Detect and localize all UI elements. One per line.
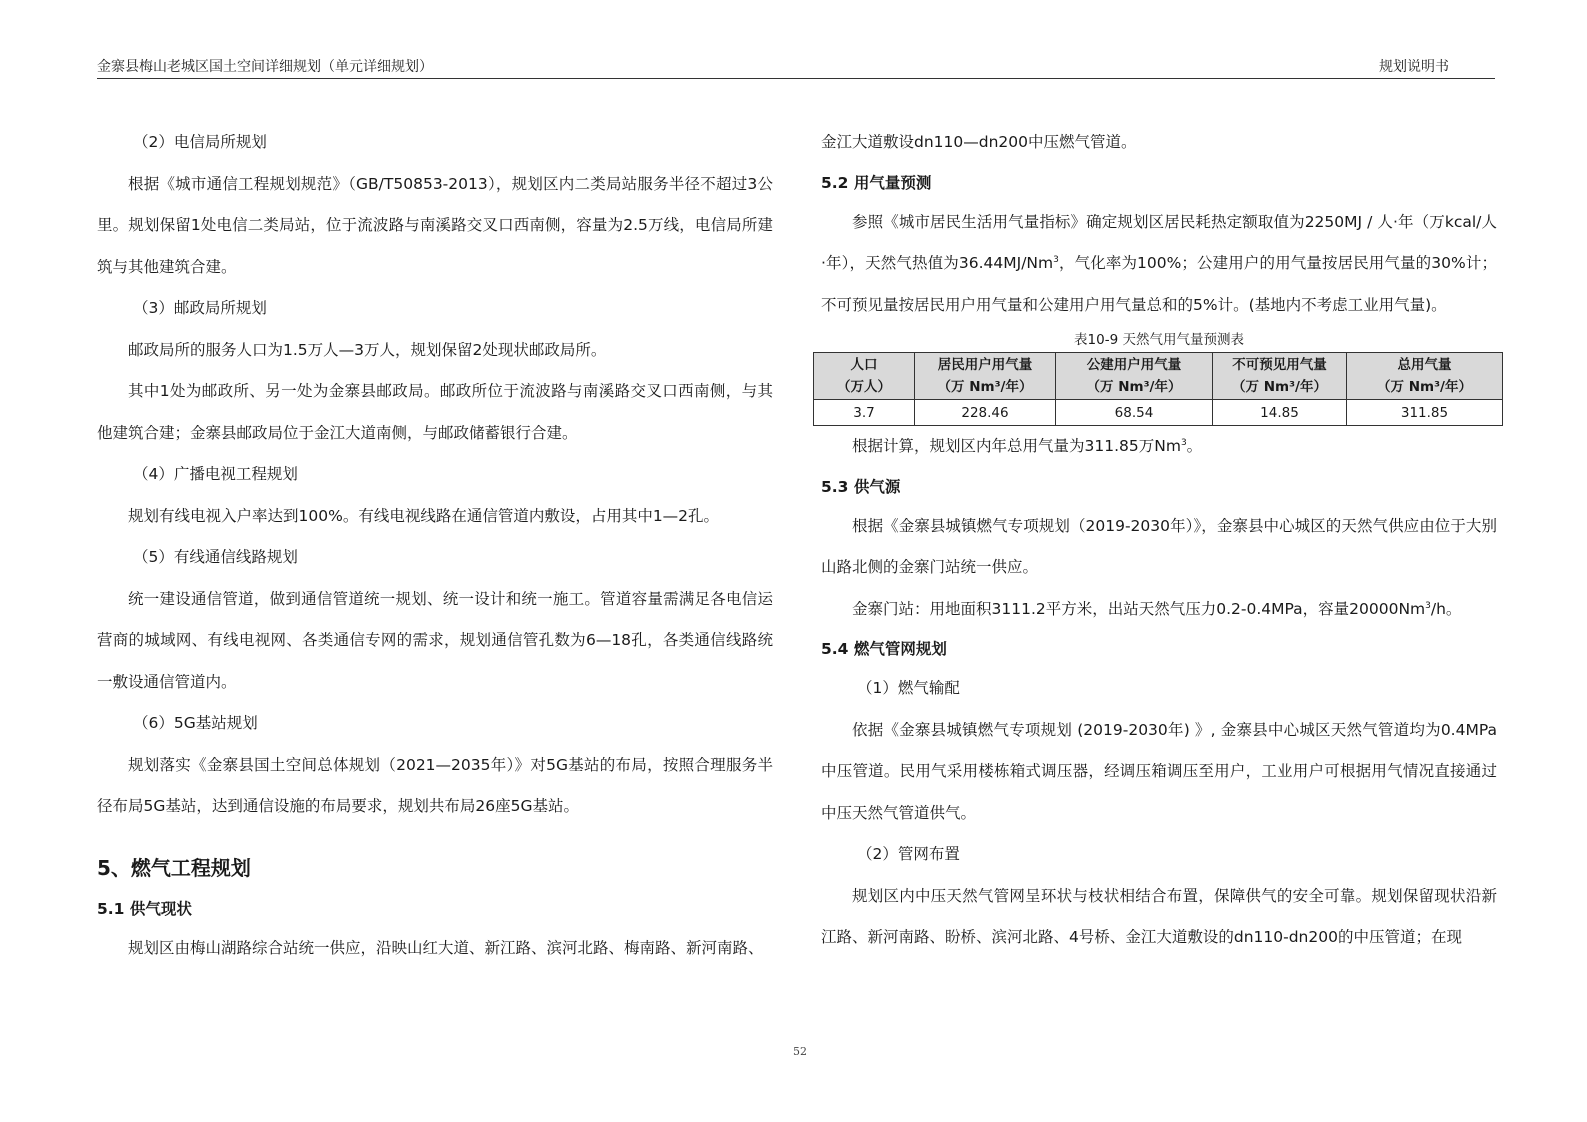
left-column [97, 122, 773, 969]
section-title-telecom: （2）电信局所规划 [133, 133, 267, 151]
paragraph-distribution: 依据《金寨县城镇燃气专项规划 (2019-2030年) 》, 金寨县中心城区天然气管道均为0.4MPa中压管道。民用气采用楼栋箱式调压器，经调压箱调压至用户，工业用户可根据用气情况直接通过中压天然气管道供气。 [821, 720, 1497, 822]
paragraph-wired: 统一建设通信管道，做到通信管道统一规划、统一设计和统一施工。管道容量需满足各电信运营商的城域网、有线电视网、各类通信专网的需求，规划通信管孔数为6—18孔，各类通信线路统一敷设通信管道内。 [97, 589, 773, 691]
header-cell-population: 人口 （万人） [814, 353, 915, 400]
paragraph-broadcast: 规划有线电视入户率达到100%。有线电视线路在通信管道内敷设，占用其中1—2孔。 [128, 506, 720, 525]
cell-unforeseen: 14.85 [1213, 400, 1347, 426]
cell-residential: 228.46 [915, 400, 1056, 426]
table-row [814, 400, 1503, 426]
cell-public: 68.54 [1056, 400, 1213, 426]
section-title-5-4: 5.4 燃气管网规划 [821, 640, 947, 658]
document-type: 规划说明书 [1379, 59, 1449, 75]
table-caption: 表10-9 天然气用气量预测表 [1074, 332, 1244, 348]
chapter-title-gas: 5、燃气工程规划 [97, 855, 251, 880]
header-cell-total: 总用气量 （万 Nm³/年） [1347, 353, 1503, 400]
paragraph-network: 规划区内中压天然气管网呈环状与枝状相结合布置，保障供气的安全可靠。规划保留现状沿新江路、新河南路、盼桥、滨河北路、4号桥、金江大道敷设的dn110-dn200的中压管道；在现 [821, 886, 1497, 946]
section-title-5-2: 5.2 用气量预测 [821, 173, 932, 192]
section-title-wired: （5）有线通信线路规划 [133, 548, 298, 566]
document-title: 金寨县梅山老城区国土空间详细规划（单元详细规划） [97, 59, 433, 75]
paragraph-5-3-1: 根据《金寨县城镇燃气专项规划（2019-2030年）》，金寨县中心城区的天然气供应由位于大别山路北侧的金寨门站统一供应。 [821, 516, 1497, 576]
gas-demand-table [813, 352, 1503, 426]
section-title-postal: （3）邮政局所规划 [133, 299, 267, 317]
subsection-title-network: （2）管网布置 [857, 845, 960, 863]
paragraph-5g: 规划落实《金寨县国土空间总体规划（2021—2035年）》对5G基站的布局，按照合理服务半径布局5G基站，达到通信设施的布局要求，规划共布局26座5G基站。 [97, 755, 773, 815]
paragraph-telecom: 根据《城市通信工程规划规范》（GB/T50853-2013），规划区内二类局站服务半径不超过3公里。规划保留1处电信二类局站，位于流波路与南溪路交叉口西南侧，容量为2.5万线，电信局所建筑与其他建筑合建。 [97, 174, 773, 276]
subsection-title-distribution: （1）燃气输配 [857, 679, 960, 697]
section-title-broadcast: （4）广播电视工程规划 [133, 465, 298, 483]
header-cell-unforeseen: 不可预见用气量 （万 Nm³/年） [1213, 353, 1347, 400]
paragraph-5-3-2: 金寨门站：用地面积3111.2平方米，出站天然气压力0.2-0.4MPa，容量20000Nm$^3$/h。 [852, 599, 1462, 618]
paragraph-postal-1: 邮政局所的服务人口为1.5万人—3万人，规划保留2处现状邮政局所。 [128, 340, 607, 359]
page-header [97, 56, 1495, 79]
table-header-row [814, 353, 1503, 400]
paragraph-postal-2: 其中1处为邮政所、另一处为金寨县邮政局。邮政所位于流波路与南溪路交叉口西南侧，与其他建筑合建；金寨县邮政局位于金江大道南侧，与邮政储蓄银行合建。 [97, 382, 773, 442]
paragraph-5-2-2: 根据计算，规划区内年总用气量为311.85万Nm$^3$。 [852, 437, 1203, 455]
section-title-5-1: 5.1 供气现状 [97, 899, 192, 918]
paragraph-continued: 金江大道敷设dn110—dn200中压燃气管道。 [821, 133, 1137, 151]
section-title-5g: （6）5G基站规划 [133, 714, 258, 732]
header-cell-public: 公建用户用气量 （万 Nm³/年） [1056, 353, 1213, 400]
cell-population: 3.7 [814, 400, 915, 426]
paragraph-5-2-1: 参照《城市居民生活用气量指标》确定规划区居民耗热定额取值为2250MJ / 人·年（万kcal/人·年），天然气热值为36.44MJ/Nm$^3$，气化率为100%；公建用户的用气量按居民用气量的30%计；不可预见量按居民用户用气量和公建用户用气量总和的5%计。(基地内不考虑工业用气量)。 [821, 212, 1497, 314]
paragraph-5-1: 规划区由梅山湖路综合站统一供应，沿映山红大道、新江路、滨河北路、梅南路、新河南路、 [128, 938, 764, 957]
header-cell-residential: 居民用户用气量 （万 Nm³/年） [915, 353, 1056, 400]
page-number: 52 [793, 1045, 807, 1058]
cell-total: 311.85 [1347, 400, 1503, 426]
right-column [821, 122, 1497, 959]
section-title-5-3: 5.3 供气源 [821, 477, 901, 496]
